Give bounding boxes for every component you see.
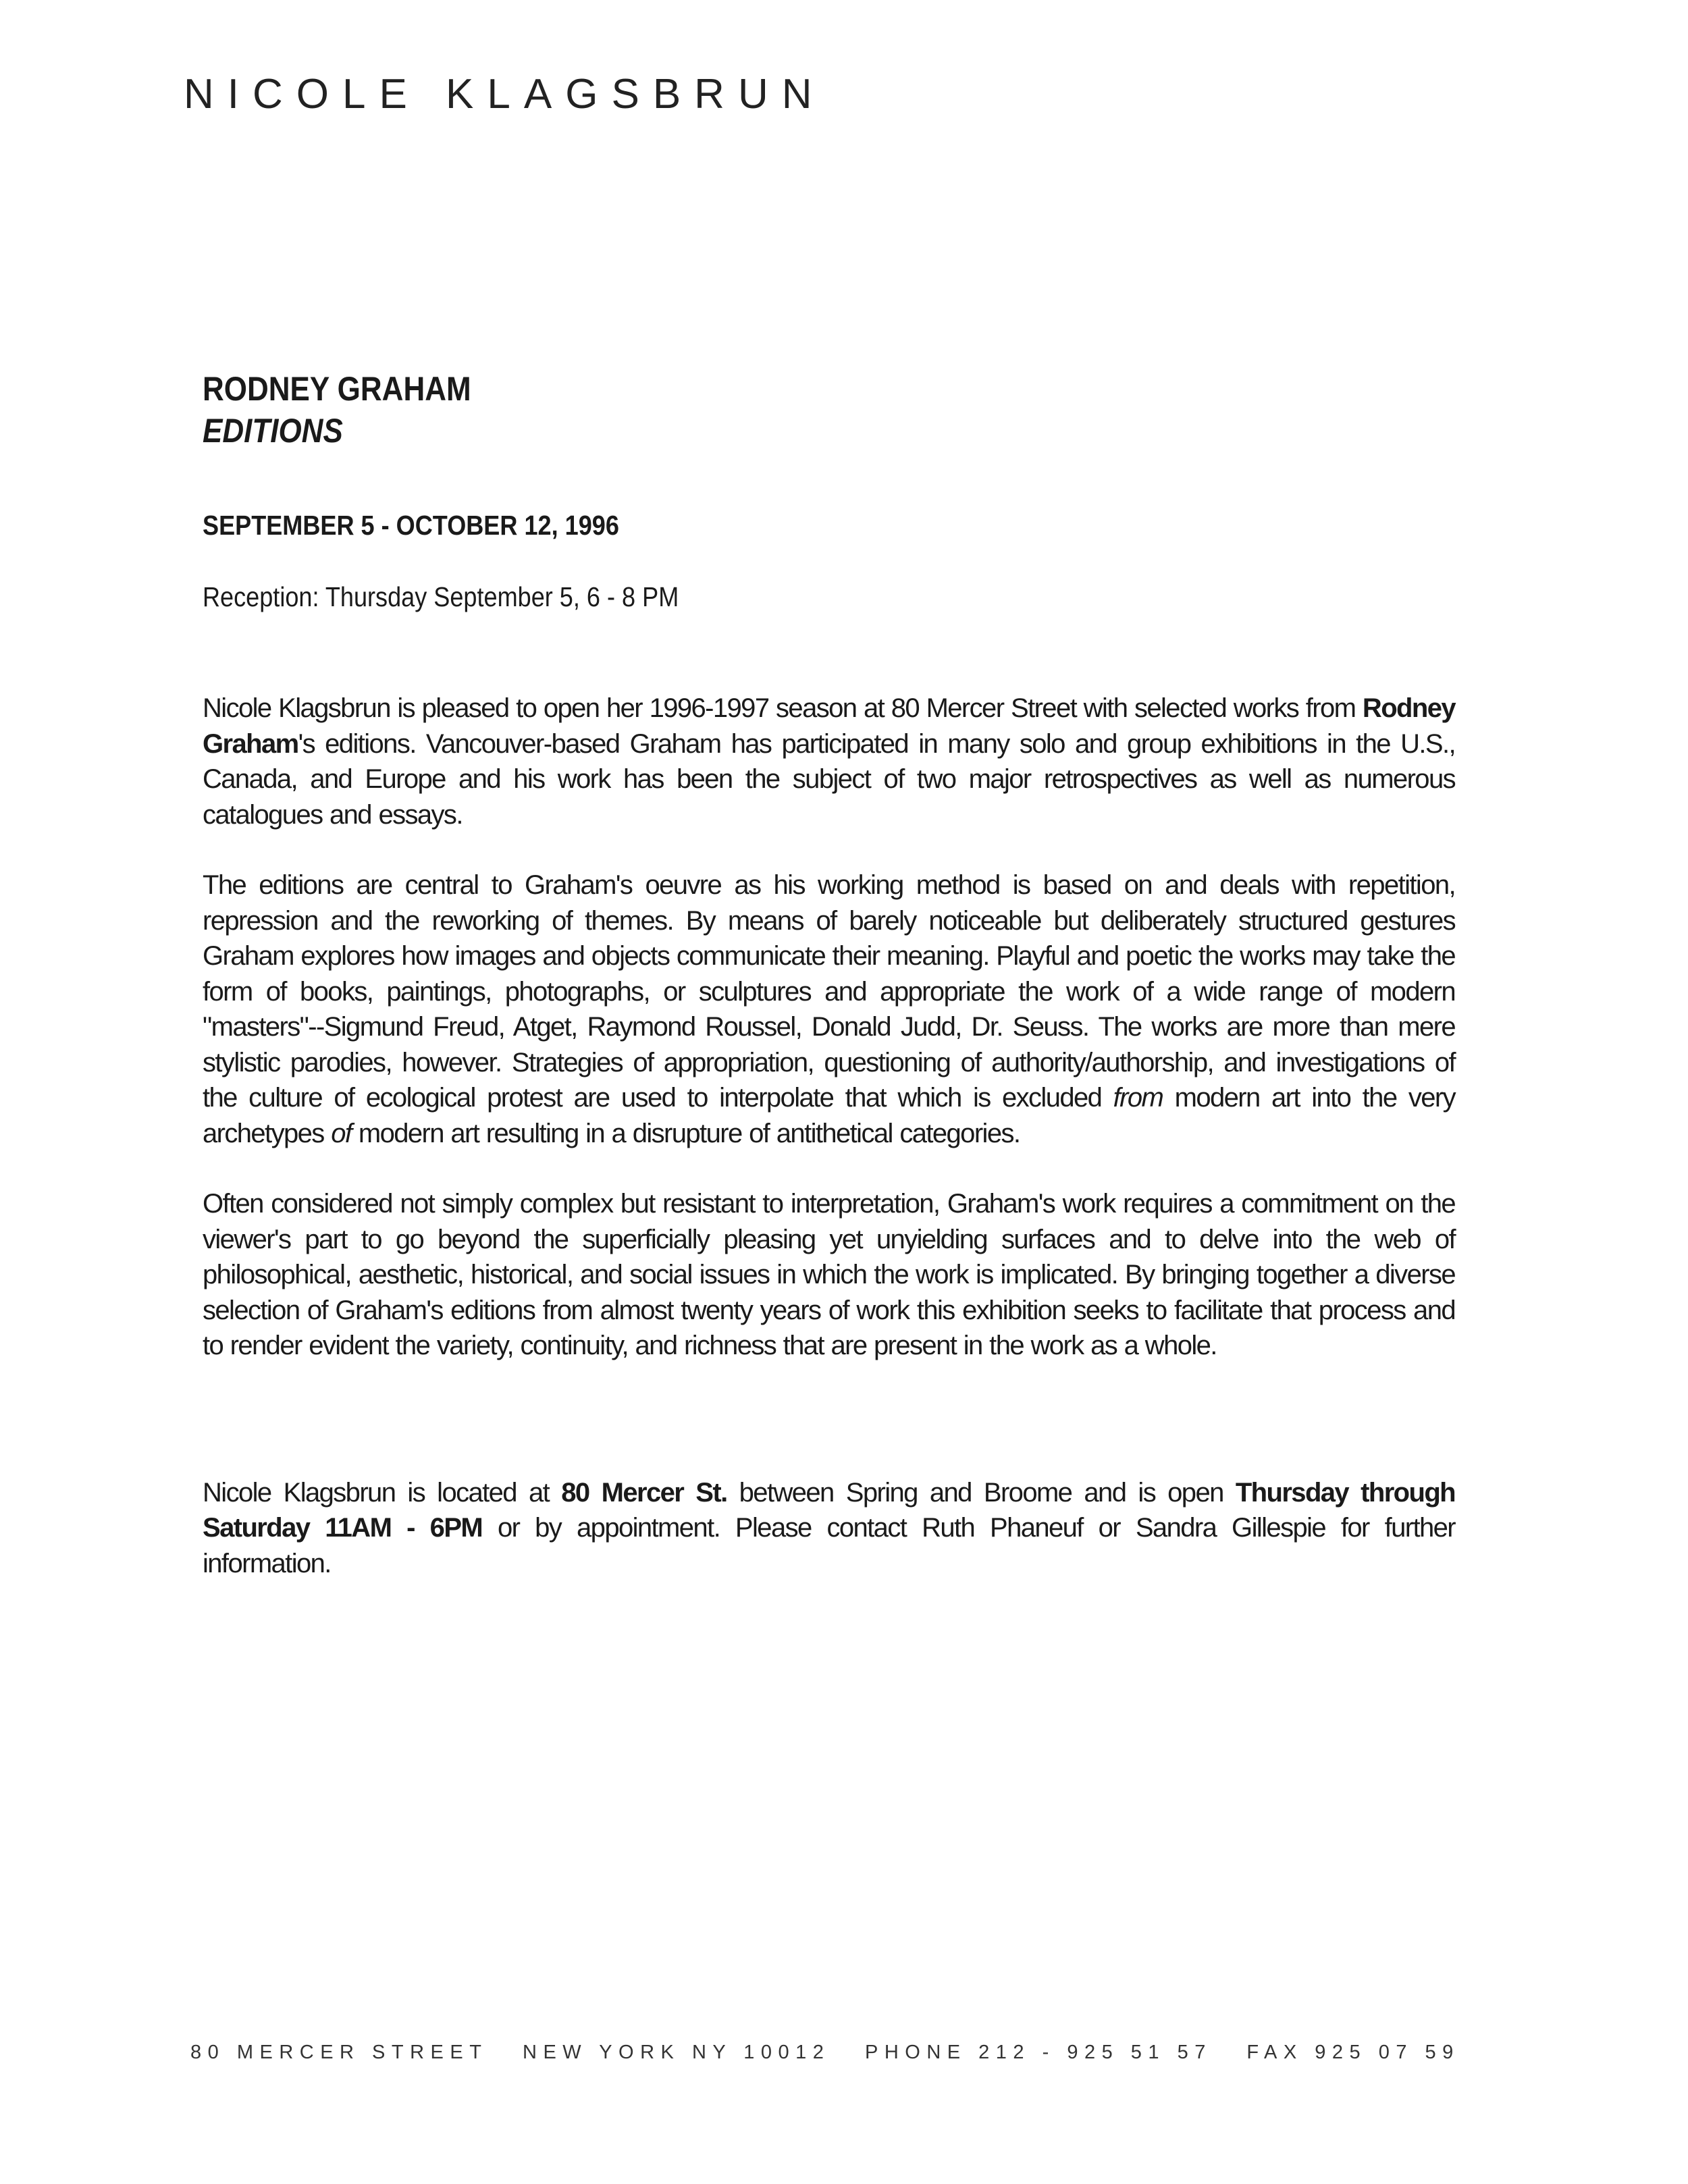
press-release-body [203,368,1455,1581]
paragraph-interpretation: Often considered not simply complex but resistant to interpretation, Graham's work requires a commitment on the viewer's part to go beyond the superficially pleasing yet unyielding surfaces and to delve into the web of philosophical, aesthetic, historical, and social issues in which the work is implicated. By bringing together a diverse selection of Graham's editions from almost twenty years of work this exhibition seeks to facilitate that process and to render evident the variety, continuity, and richness that are present in the work as a whole. [203,1189,1455,1360]
editions-text-2: modern art into the very archetypes [203,1083,1455,1148]
location-text-2: between Spring and Broome and is open [727,1477,1236,1508]
editions-text-1: The editions are central to Graham's oeuvre as his working method is based on and deals with repetition, repression and the reworking of themes. By means of barely noticeable but deliberately structured gestures Graham explores how images and objects communicate their meaning. Playful and poetic the works may take the form of books, paintings, photographs, or sculptures and appropriate the work of a wide range of modern "masters"--Sigmund Freud, Atget, Raymond Roussel, Donald Judd, Dr. Seuss. The works are more than mere stylistic parodies, however. Strategies of appropriation, questioning of authority/authorship, and investigations of the culture of ecological protest are used to interpolate that which is excluded [203,870,1455,1113]
footer-city: NEW YORK NY 10012 [523,2042,830,2063]
exhibition-dates: SEPTEMBER 5 - OCTOBER 12, 1996 [203,510,619,541]
paragraph-editions [203,868,1455,1151]
editions-italic-of: of [331,1118,352,1148]
intro-artist-name: Rodney Graham [203,693,1455,759]
footer-address: 80 MERCER STREET [190,2042,488,2063]
paragraph-location [203,1475,1455,1582]
paragraph-intro [203,691,1455,832]
exhibition-title: EDITIONS [203,412,343,450]
reception-info: Reception: Thursday September 5, 6 - 8 PM [203,581,679,612]
location-text-3: or by appointment. Please contact Ruth Phaneuf or Sandra Gillespie for further information. [203,1513,1455,1578]
location-hours: Thursday through Saturday 11AM - 6PM [203,1477,1455,1543]
editions-text-3: modern art resulting in a disrupture of antithetical categories. [351,1118,1020,1148]
intro-text-end: 's editions. Vancouver-based Graham has participated in many solo and group exhibitions in the U.S., Canada, and Europe and his work has been the subject of two major retrospectives as well as numerous catalogues and essays. [203,728,1455,830]
artist-name: RODNEY GRAHAM [203,370,471,408]
intro-text-start: Nicole Klagsbrun is pleased to open her 1996-1997 season at 80 Mercer Street with selected works from [203,693,1363,723]
footer-contact [190,2042,1460,2064]
location-address: 80 Mercer St. [561,1477,727,1508]
letterhead-gallery-name: NICOLE KLAGSBRUN [184,71,826,117]
footer-fax: FAX 925 07 59 [1246,2042,1460,2063]
location-text-1: Nicole Klagsbrun is located at [203,1477,562,1508]
footer-phone: PHONE 212 - 925 51 57 [864,2042,1212,2063]
editions-italic-from: from [1113,1083,1163,1113]
